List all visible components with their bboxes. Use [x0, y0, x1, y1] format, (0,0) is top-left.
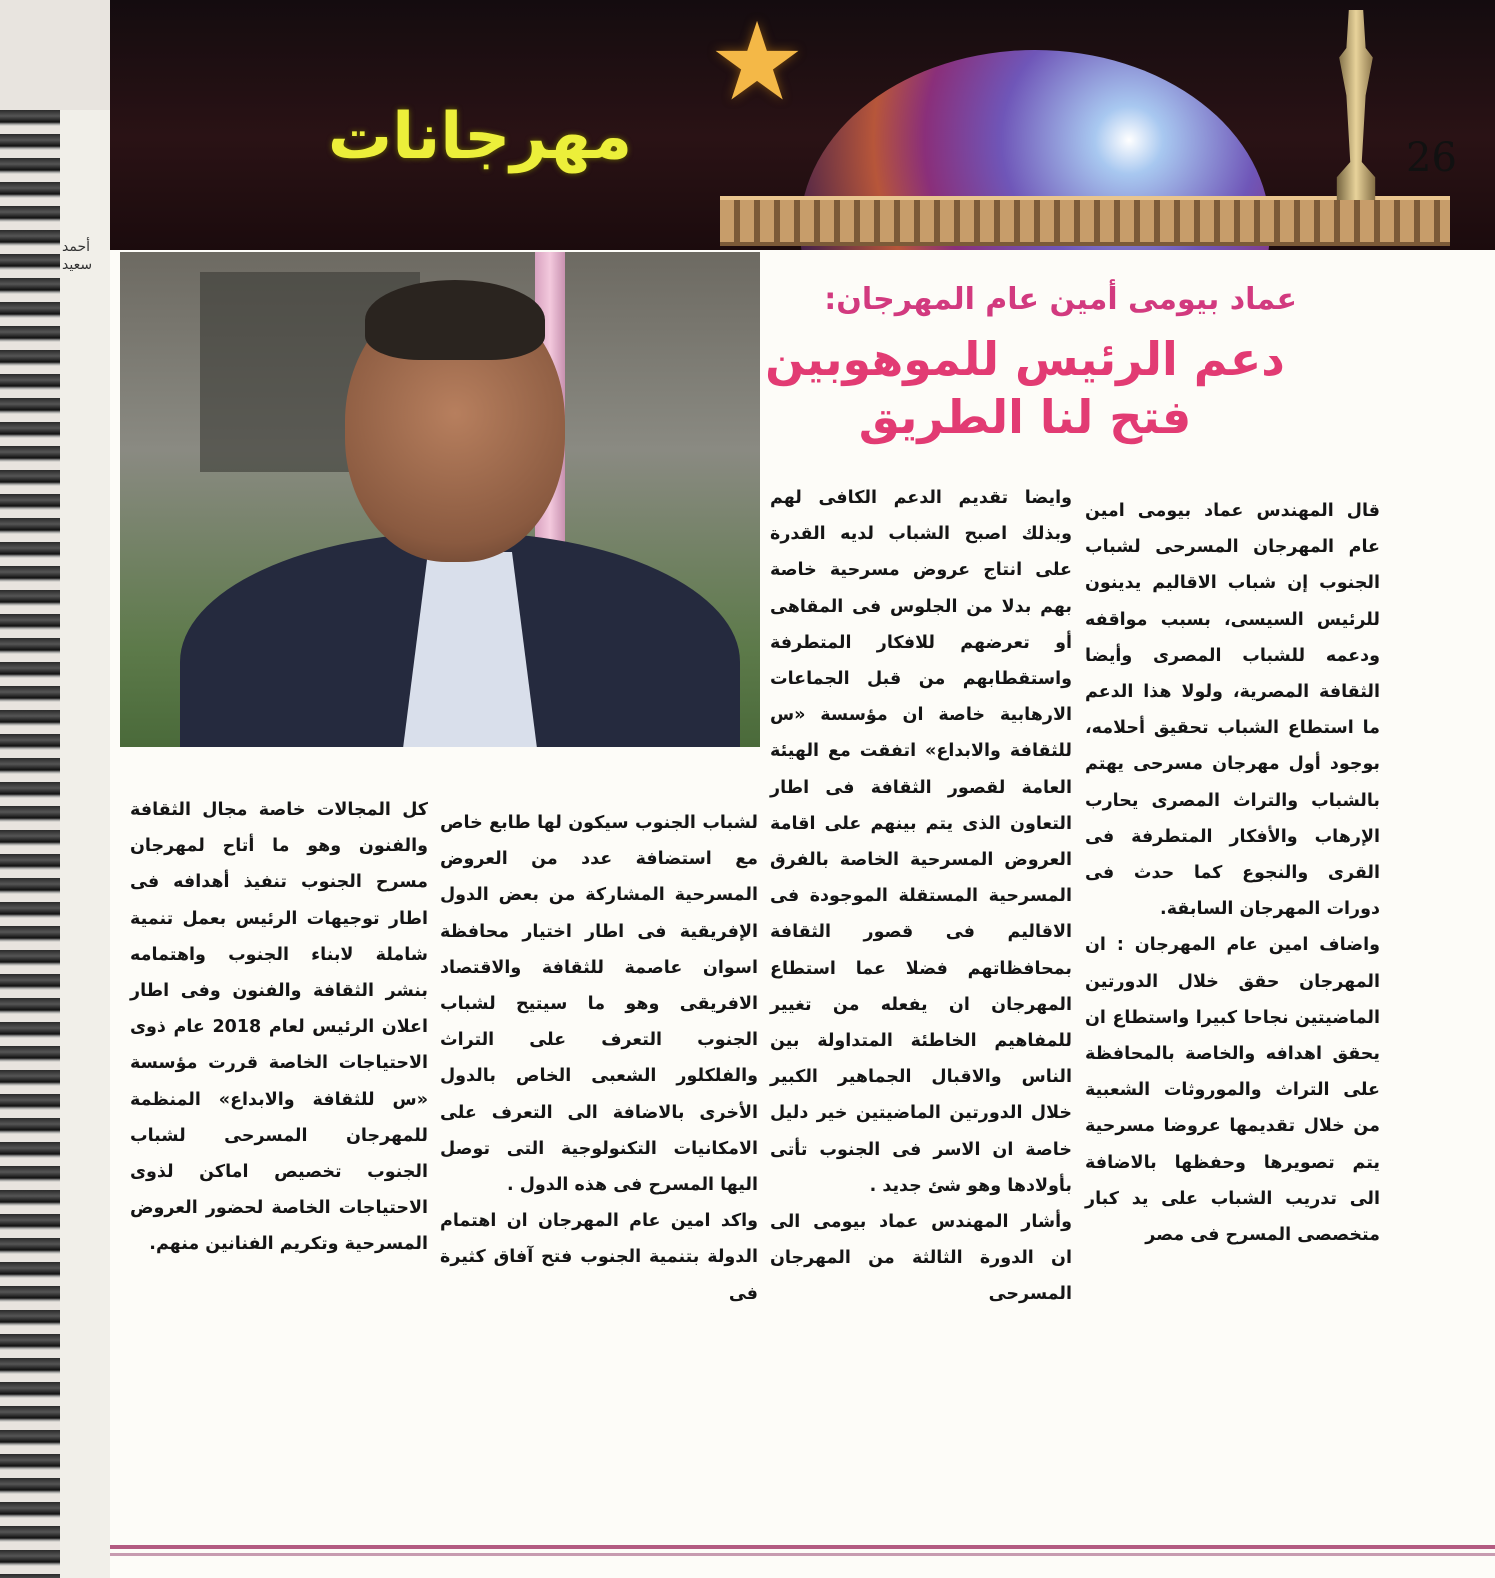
- spiral-binding: [0, 110, 60, 1578]
- section-title: مهرجانات: [327, 100, 633, 174]
- binding-strip: [60, 110, 110, 1578]
- star-icon: ★: [708, 0, 806, 125]
- article-column-2: وايضا تقديم الدعم الكافى لهم وبذلك اصبح الشباب لديه القدرة على انتاج عروض مسرحية خاصة بهم بدلا من الجلوس فى المقاهى أو تعرضهم للافكار المتطرفة واستقطابهم من قبل الجماعات الارهابية خاصة ان مؤسسة «س للثقافة والابداع» اتفقت مع الهيئة العامة لقصور الثقافة فى اطار التعاون الذى يتم بينهم على اقامة العروض المسرحية الخاصة بالفرق المسرحية المستقلة الموجودة فى الاقاليم فى قصور الثقافة بمحافظاتهم فضلا عما استطاع المهرجان ان يفعله من تغيير للمفاهيم الخاطئة المتداولة بين الناس والاقبال الجماهير الكبير خلال الدورتين الماضيتين خير دليل خاصة ان الاسر فى الجنوب تأتى بأولادها وهو شئ جديد . وأشار المهندس عماد بيومى الى ان الدورة الثالثة من المهرجان المسرحى: [770, 488, 1072, 1305]
- headline-line-1: دعم الرئيس للموهوبين: [765, 332, 1285, 386]
- headline-line-2: فتح لنا الطريق: [858, 390, 1192, 444]
- portrait-photo: [120, 252, 760, 747]
- bottom-rule: [110, 1545, 1495, 1549]
- film-strip-graphic: [720, 196, 1450, 246]
- magazine-page: [110, 0, 1495, 1578]
- trophy-icon: [1332, 10, 1380, 200]
- photo-hair: [365, 280, 545, 360]
- page-number: 26: [1406, 135, 1457, 181]
- article-column-3: لشباب الجنوب سيكون لها طابع خاص مع استضافة عدد من العروض المسرحية المشاركة من بعض الدول الإفريقية فى اطار اختيار محافظة اسوان عاصمة للثقافة والاقتصاد الافريقى وهو ما سيتيح لشباب الجنوب التعرف على التراث والفلكلور الشعبى الخاص بالدول الأخرى بالاضافة الى التعرف على الامكانيات التكنولوجية التى توصل اليها المسرح فى هذه الدول . واكد امين عام المهرجان ان اهتمام الدولة بتنمية الجنوب فتح آفاق كثيرة فى: [440, 813, 758, 1304]
- article-column-4: كل المجالات خاصة مجال الثقافة والفنون وهو ما أتاح لمهرجان مسرح الجنوب تنفيذ أهدافه فى اطار توجيهات الرئيس بعمل تنمية شاملة لابناء الجنوب واهتمامه بنشر الثقافة والفنون وفى اطار اعلان الرئيس لعام 2018 عام ذوى الاحتياجات الخاصة قررت مؤسسة «س للثقافة والابداع» المنظمة للمهرجان المسرحى لشباب الجنوب تخصيص اماكن لذوى الاحتياجات الخاصة لحضور العروض المسرحية وتكريم الفنانين منهم.: [130, 800, 428, 1255]
- article-column-1: قال المهندس عماد بيومى امين عام المهرجان المسرحى لشباب الجنوب إن شباب الاقاليم يدينون للرئيس السيسى، بسبب مواقفه ودعمه للشباب المصرى وأيضا الثقافة المصرية، ولولا هذا الدعم ما استطاع الشباب تحقيق أحلامه، بوجود أول مهرجان مسرحى يهتم بالشباب والتراث المصرى يحارب الإرهاب والأفكار المتطرفة فى القرى والنجوع كما حدث فى دورات المهرجان السابقة. واضاف امين عام المهرجان : ان المهرجان حقق خلال الدورتين الماضيتين نجاحا كبيرا واستطاع ان يحقق اهدافه والخاصة بالمحافظة على التراث والموروثات الشعبية من خلال تقديمها عروضا مسرحية يتم تصويرها وحفظها بالاضافة الى تدريب الشباب على يد كبار متخصصى المسرح فى مصر: [1085, 501, 1380, 1246]
- bottom-rule-secondary: [110, 1553, 1495, 1556]
- article-headline: [745, 330, 1305, 446]
- section-header: [110, 0, 1495, 250]
- article-kicker: عماد بيومى أمين عام المهرجان:: [824, 282, 1297, 317]
- side-handwritten-note: أحمد سعيد: [62, 239, 93, 273]
